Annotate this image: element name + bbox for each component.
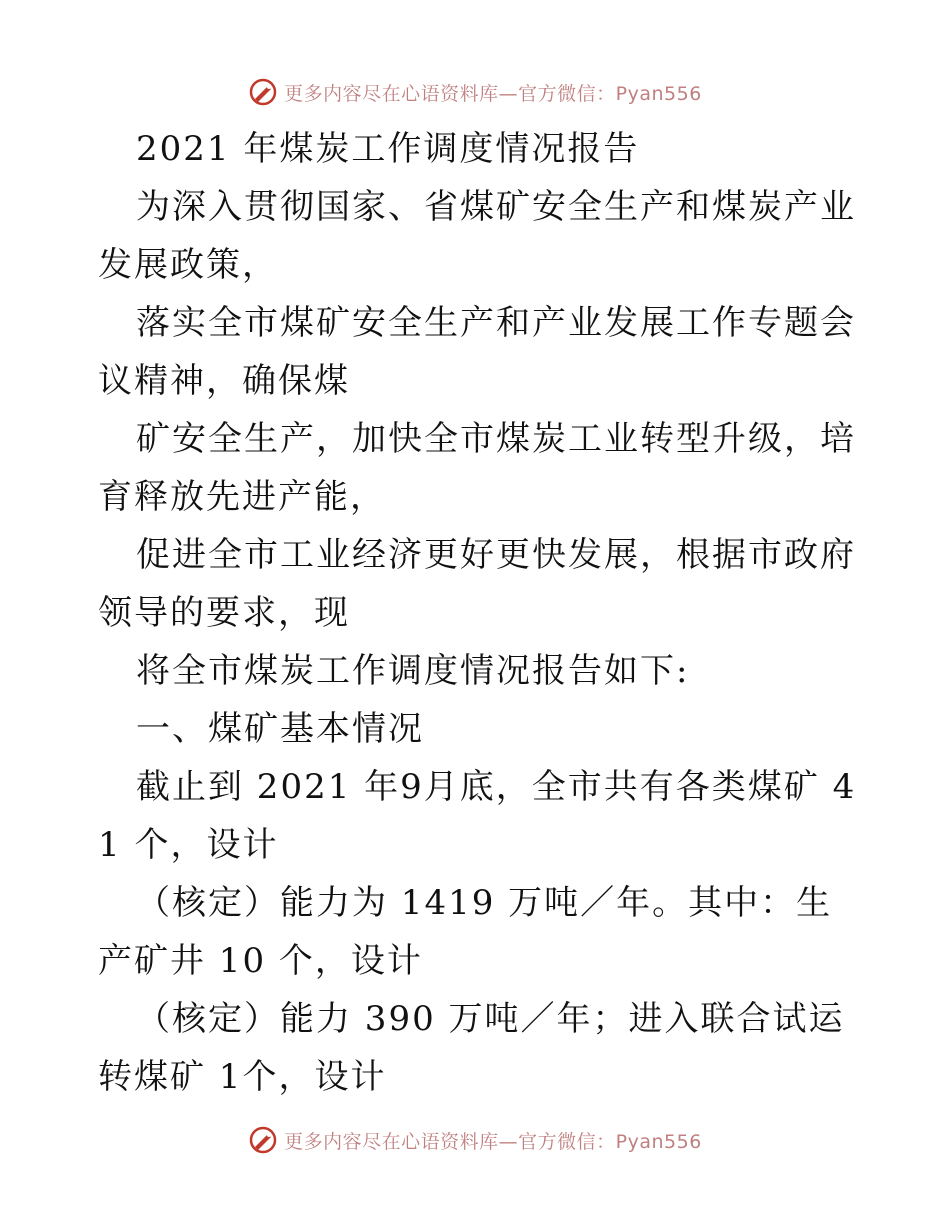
paragraph: 促进全市工业经济更好更快发展，根据市政府领导的要求，现	[98, 535, 856, 633]
footer-banner	[0, 1120, 950, 1160]
section-heading: 一、煤矿基本情况	[136, 709, 424, 749]
pen-nib-logo-icon	[248, 77, 278, 107]
paragraph: 截止到 2021 年9月底，全市共有各类煤矿 41 个，设计	[98, 767, 857, 865]
document-body	[98, 120, 858, 1106]
paragraph: 为深入贯彻国家、省煤矿安全生产和煤炭产业发展政策，	[98, 187, 856, 285]
paragraph: （核定）能力为 1419 万吨／年。其中：生产矿井 10 个，设计	[98, 883, 833, 981]
header-banner-text: 更多内容尽在心语资料库—官方微信：Pyan556	[284, 82, 702, 105]
document-title: 2021 年煤炭工作调度情况报告	[136, 129, 640, 169]
pen-nib-logo-icon	[248, 1125, 278, 1155]
header-banner	[0, 72, 950, 112]
paragraph: 矿安全生产，加快全市煤炭工业转型升级，培育释放先进产能，	[98, 419, 856, 517]
paragraph: （核定）能力 390 万吨／年；进入联合试运转煤矿 1个，设计	[98, 999, 845, 1097]
footer-banner-text: 更多内容尽在心语资料库—官方微信：Pyan556	[284, 1130, 702, 1153]
paragraph: 将全市煤炭工作调度情况报告如下:	[136, 651, 690, 691]
paragraph: 落实全市煤矿安全生产和产业发展工作专题会议精神，确保煤	[98, 303, 856, 401]
